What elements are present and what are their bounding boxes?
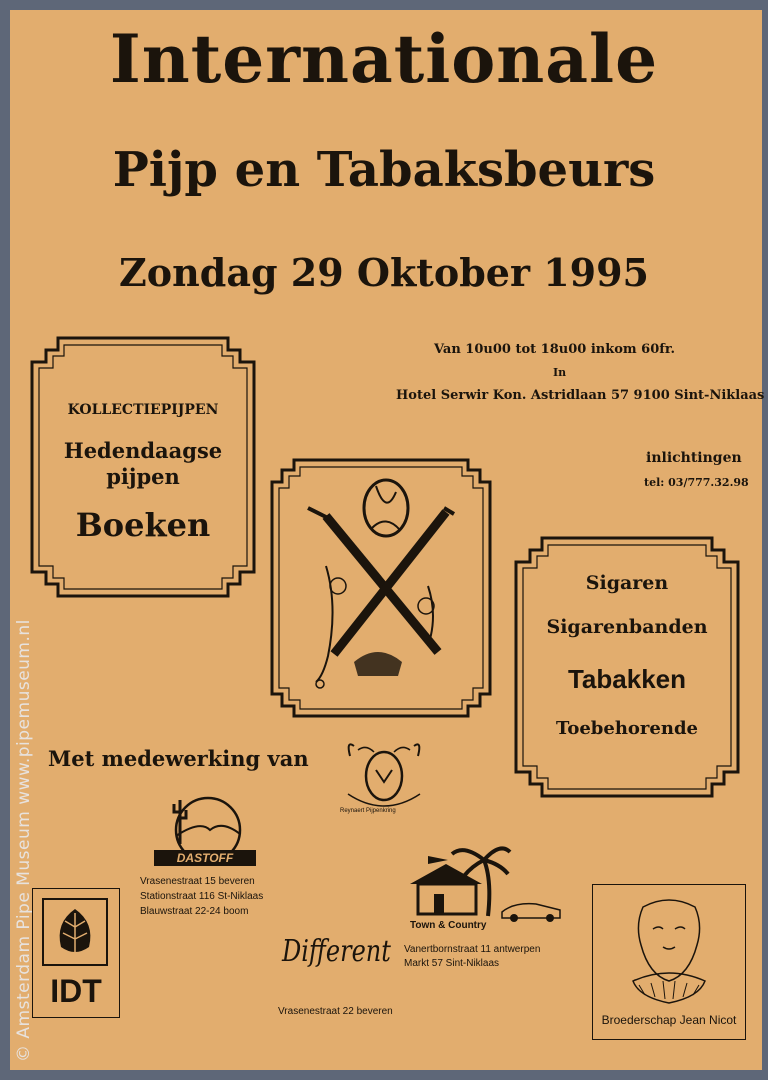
phone-number: tel: 03/777.32.98 <box>644 476 749 489</box>
dastoff-name: DASTOFF <box>176 851 234 865</box>
venue-in: In <box>553 366 567 379</box>
right-frame <box>512 534 742 800</box>
met-medewerking-heading: Met medewerking van <box>48 746 309 771</box>
town-country-logo <box>404 840 570 930</box>
house-palm-icon <box>404 840 570 930</box>
watermark: © Amsterdam Pipe Museum www.pipemuseum.nl <box>14 619 34 1062</box>
event-date: Zondag 29 Oktober 1995 <box>119 250 649 295</box>
left-frame-line4: Boeken <box>75 506 211 544</box>
left-frame-line2: Hedendaagse <box>63 438 223 463</box>
reynaert-text: Reynaert Pijpenkring <box>340 808 396 814</box>
reynaert-emblem <box>336 736 432 824</box>
poster-subtitle: Pijp en Tabaksbeurs <box>112 142 656 198</box>
left-frame-line3: pijpen <box>106 464 180 489</box>
right-frame-line2: Sigarenbanden <box>546 616 708 638</box>
center-frame <box>268 456 494 720</box>
right-frame-line4: Toebehorende <box>556 718 698 739</box>
left-frame <box>28 334 258 600</box>
idt-box <box>32 888 120 1018</box>
crossed-pipes-illustration <box>268 456 494 720</box>
left-frame-line1: KOLLECTIEPIJPEN <box>67 402 219 418</box>
poster-title: Internationale <box>109 20 659 98</box>
jean-nicot-box <box>592 884 746 1040</box>
town-address-1: Vanertbornstraat 11 antwerpen <box>404 944 541 955</box>
dastoff-address-2: Stationstraat 116 St-Niklaas <box>140 891 264 902</box>
inlichtingen-label: inlichtingen <box>646 450 742 466</box>
dastoff-address-3: Blauwstraat 22-24 boom <box>140 906 249 917</box>
jean-nicot-label: Broederschap Jean Nicot <box>601 1013 737 1027</box>
different-logo: Different <box>282 934 391 969</box>
different-address: Vrasenestraat 22 beveren <box>278 1006 393 1017</box>
town-address-2: Markt 57 Sint-Niklaas <box>404 958 500 969</box>
opening-hours: Van 10u00 tot 18u00 inkom 60fr. <box>434 342 676 357</box>
town-country-name: Town & Country <box>410 920 487 931</box>
dastoff-address-1: Vrasenestraat 15 beveren <box>140 876 255 887</box>
dastoff-logo <box>150 790 260 872</box>
idt-label: IDT <box>50 973 102 1009</box>
right-frame-line1: Sigaren <box>585 572 669 594</box>
venue-address: Hotel Serwir Kon. Astridlaan 57 9100 Sint-Niklaas <box>396 388 765 403</box>
right-frame-line3: Tabakken <box>567 664 686 694</box>
